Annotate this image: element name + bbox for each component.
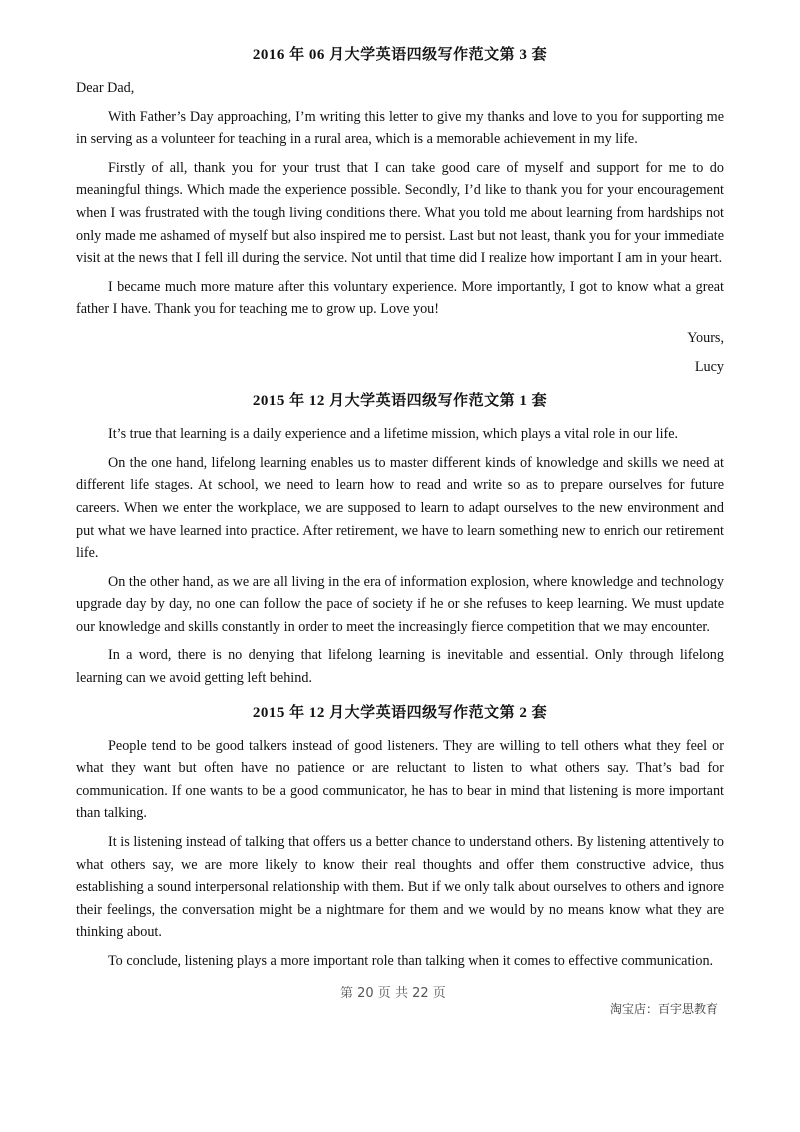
essay-section <box>76 702 724 973</box>
paragraph: In a word, there is no denying that lifelong learning is inevitable and essential. Only through lifelong learning can we avoid getting left behind. <box>76 647 724 687</box>
paragraph: I became much more mature after this voluntary experience. More importantly, I got to know what a great father I have. Thank you for teaching me to grow up. Love you! <box>76 278 724 318</box>
paragraph: To conclude, listening plays a more important role than talking when it comes to effective communication. <box>108 953 714 969</box>
page-number: 第 20 页 共 22 页 <box>340 986 446 1001</box>
salutation: Dear Dad, <box>76 80 135 96</box>
section-title: 2015 年 12 月大学英语四级写作范文第 1 套 <box>252 393 548 410</box>
paragraph: It is listening instead of talking that offers us a better chance to understand others. By listening attentively to what others say, we are more likely to know their real thoughts and offer them constructive advice, thus establishing a sound interpersonal relationship with them. But if we only talk about ourselves to others and ignore their feelings, the conversation might be a nightmare for them and we would by no means know what they are thinking about. <box>76 834 724 941</box>
paragraph: On the one hand, lifelong learning enables us to master different kinds of knowledge and skills we need at different life stages. At school, we need to learn how to read and write so as to prepare ourselves for future careers. When we enter the workplace, we are supposed to learn to adapt ourselves to the new environment and put what we have learned into practice. After retirement, we have to learn something new to enrich our retirement life. <box>76 454 724 562</box>
document-page <box>76 44 724 973</box>
paragraph: On the other hand, as we are all living in the era of information explosion, where knowledge and technology upgrade day by day, no one can follow the pace of society if he or she refuses to keep learning. We must update our knowledge and skills constantly in order to meet the increasingly fierce competition that we may encounter. <box>76 573 724 635</box>
essay-section <box>76 390 724 690</box>
essay-section <box>76 44 724 378</box>
shop-label: 淘宝店：百宇思教育 <box>610 1002 719 1016</box>
paragraph: People tend to be good talkers instead of good listeners. They are willing to tell others what they feel or what they want but often have no patience or are reluctant to listen to what others say. That’s bad for communication. If one wants to be a good communicator, he has to bear in mind that listening is more important than talking. <box>76 737 724 822</box>
paragraph: It’s true that learning is a daily experience and a lifetime mission, which plays a vital role in our life. <box>108 426 679 443</box>
section-title: 2016 年 06 月大学英语四级写作范文第 3 套 <box>252 47 548 63</box>
paragraph: Firstly of all, thank you for your trust that I can take good care of myself and support for me to do meaningful things. Which made the experience possible. Secondly, I’d like to thank you for your encouragement when I was frustrated with the tough living conditions there. What you told me about learning from hardships not only made me ashamed of myself but also inspired me to persist. Last but not least, thank you for your immediate visit at the news that I fell ill during the service. Not until that time did I realize how important I am in your heart. <box>76 159 724 267</box>
closing: Yours, <box>687 329 724 346</box>
signature: Lucy <box>694 358 724 375</box>
paragraph: With Father’s Day approaching, I’m writing this letter to give my thanks and love to you for supporting me in serving as a volunteer for teaching in a rural area, which is a memorable achievement in my life. <box>76 108 724 148</box>
section-title: 2015 年 12 月大学英语四级写作范文第 2 套 <box>252 704 548 721</box>
